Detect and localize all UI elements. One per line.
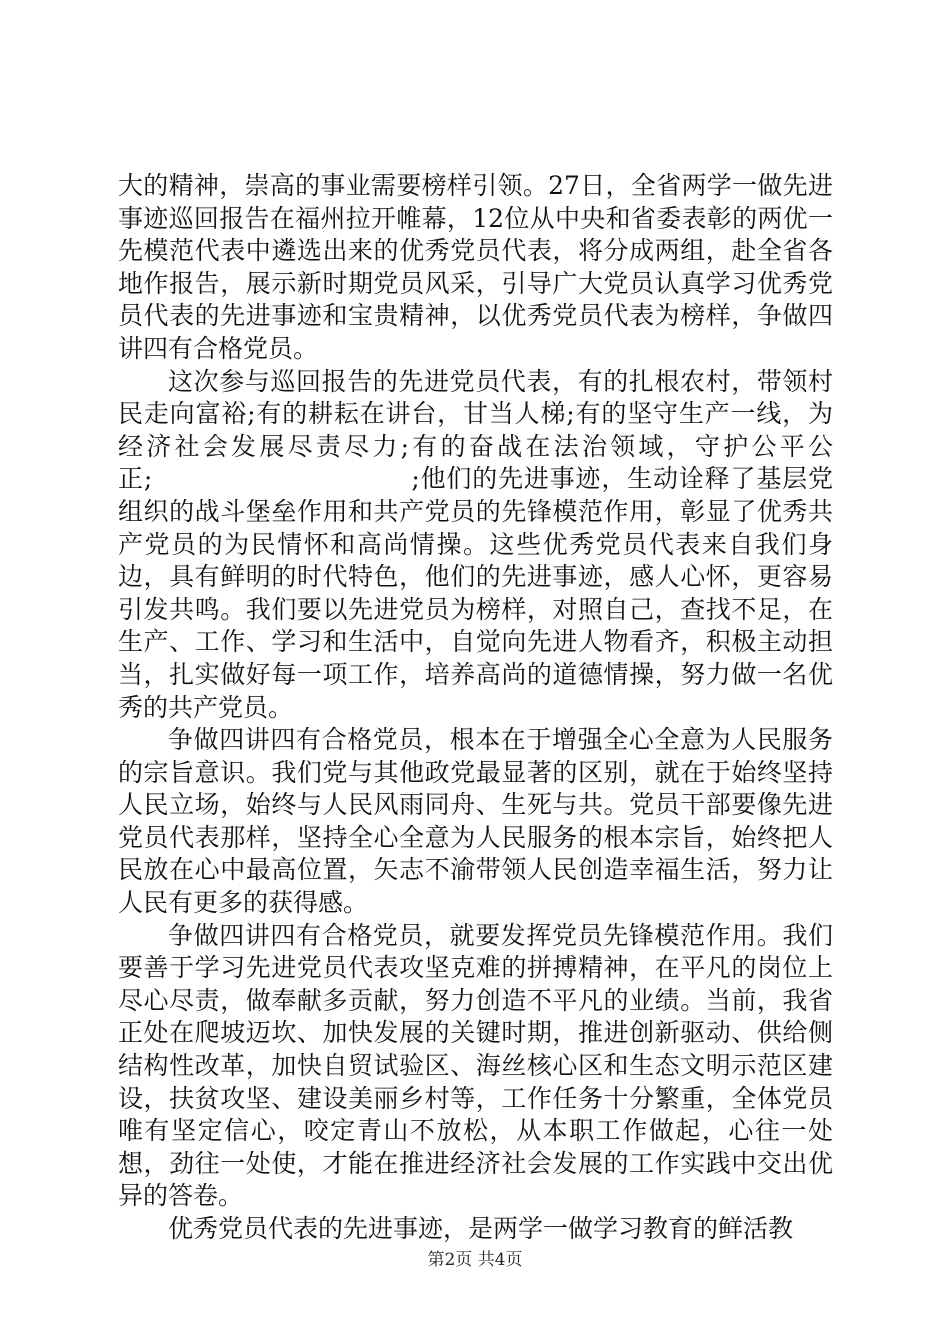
paragraph-5: 优秀党员代表的先进事迹，是两学一做学习教育的鲜活教 [168,1214,794,1243]
page-number-footer: 第2页 共4页 [427,1250,523,1270]
paragraph-2: 这次参与巡回报告的先进党员代表，有的扎根农村，带领村民走向富裕;有的耕耘在讲台，甘当人梯;有的坚守生产一线，为经济社会发展尽责尽力;有的奋战在法治领域，守护公平公正; ;他们的先进事迹，生动诠释了基层党组织的战斗堡垒作用和共产党员的先锋模范作用，彰显了优秀共产党员的为民情怀和高尚情操。这些优秀党员代表来自我们身边，具有鲜明的时代特色，他们的先进事迹，感人心怀，更容易引发共鸣。我们要以先进党员为榜样，对照自己，查找不足，在生产、工作、学习和生活中，自觉向先进人物看齐，积极主动担当，扎实做好每一项工作，培养高尚的道德情操，努力做一名优秀的共产党员。 [118,366,833,722]
paragraph-1: 大的精神，崇高的事业需要榜样引领。27日，全省两学一做先进事迹巡回报告在福州拉开帷幕，12位从中央和省委表彰的两优一先模范代表中遴选出来的优秀党员代表，将分成两组，赴全省各地作报告，展示新时期党员风采，引导广大党员认真学习优秀党员代表的先进事迹和宝贵精神，以优秀党员代表为榜样，争做四讲四有合格党员。 [118,171,833,363]
document-body [118,170,833,1246]
paragraph-3: 争做四讲四有合格党员，根本在于增强全心全意为人民服务的宗旨意识。我们党与其他政党最显著的区别，就在于始终坚持人民立场，始终与人民风雨同舟、生死与共。党员干部要像先进党员代表那样，坚持全心全意为人民服务的根本宗旨，始终把人民放在心中最高位置，矢志不渝带领人民创造幸福生活，努力让人民有更多的获得感。 [118,725,833,918]
paragraph-4: 争做四讲四有合格党员，就要发挥党员先锋模范作用。我们要善于学习先进党员代表攻坚克难的拼搏精神，在平凡的岗位上尽心尽责，做奉献多贡献，努力创造不平凡的业绩。当前，我省正处在爬坡迈坎、加快发展的关键时期，推进创新驱动、供给侧结构性改革，加快自贸试验区、海丝核心区和生态文明示范区建设，扶贫攻坚、建设美丽乡村等，工作任务十分繁重，全体党员唯有坚定信心，咬定青山不放松，从本职工作做起，心往一处想，劲往一处使，才能在推进经济社会发展的工作实践中交出优异的答卷。 [118,920,833,1211]
